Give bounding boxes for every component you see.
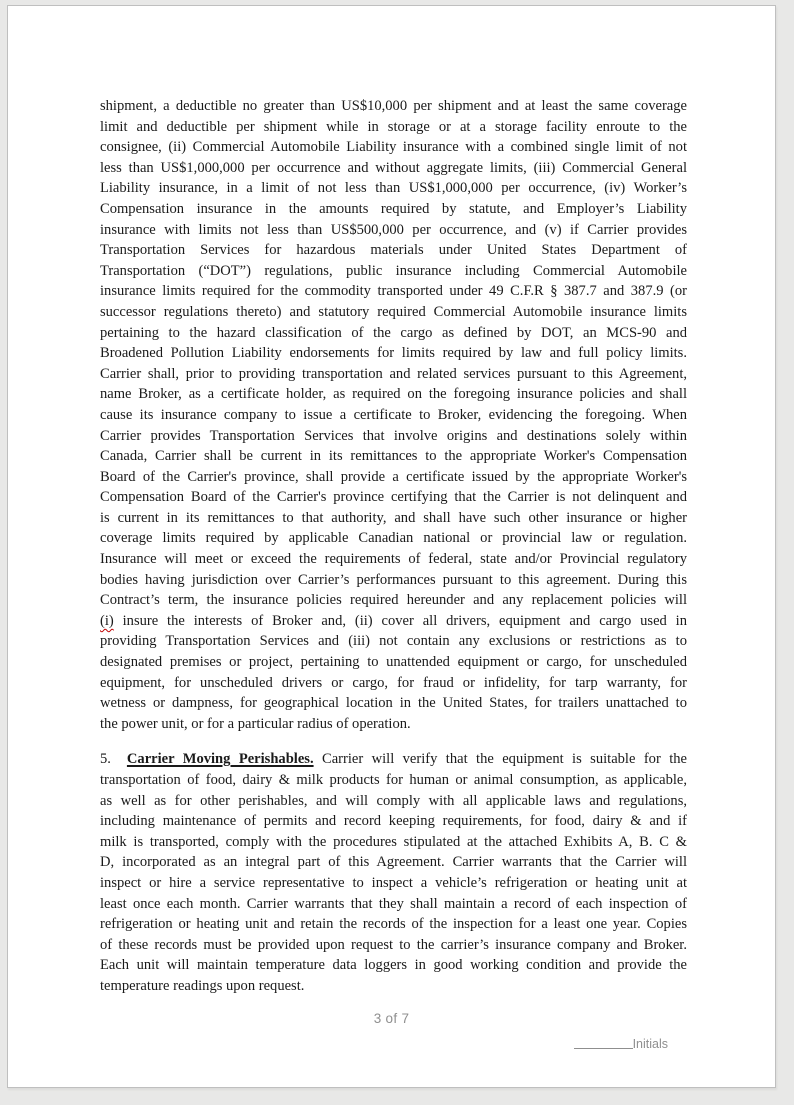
text-line-with-spellcheck <box>100 611 687 632</box>
text-line: including maintenance of permits and record keeping requirements, for food, dairy & and if <box>100 813 687 830</box>
paragraph-insurance-requirements <box>100 96 687 734</box>
text-line: is current in its remittances to that authority, and shall have such other insurance or higher <box>100 509 687 526</box>
text-line: bodies having jurisdiction over Carrier’s performances pursuant to this agreement. During this <box>100 571 687 588</box>
text-line: Each unit will maintain temperature data loggers in good working condition and provide the <box>100 957 687 974</box>
text-line: equipment, for unscheduled drivers or cargo, for fraud or infidelity, for tarp warranty, for <box>100 674 687 691</box>
initials-area <box>574 1037 668 1051</box>
section-number: 5. <box>100 751 111 768</box>
text-line: Insurance will meet or exceed the requirements of federal, state and/or Provincial regulatory <box>100 551 687 568</box>
text-line: less than US$1,000,000 per occurrence and without aggregate limits, (iii) Commercial General <box>100 159 687 176</box>
text-line: transportation of food, dairy & milk products for human or animal consumption, as applicable, <box>100 772 687 788</box>
text-line: consignee, (ii) Commercial Automobile Liability insurance with a combined single limit of not <box>100 139 687 156</box>
text-line: least once each month. Carrier warrants that they shall maintain a record of each inspection of <box>100 895 687 912</box>
text-line: Carrier provides Transportation Services that involve origins and destinations solely within <box>100 427 687 444</box>
text-line: Contract’s term, the insurance policies required hereunder and any replacement policies will <box>100 592 687 609</box>
spellchecked-word: (i) <box>100 612 114 629</box>
text-line: of these records must be provided upon request to the carrier’s insurance company and Broker. <box>100 936 687 953</box>
section-heading-line <box>100 749 687 770</box>
text-line: name Broker, as a certificate holder, as required on the foregoing insurance policies and shall <box>100 386 687 403</box>
text-line: coverage limits required by applicable Canadian national or provincial law or regulation. <box>100 530 687 547</box>
paragraph-section-5 <box>100 749 687 996</box>
text-line: D, incorporated as an integral part of this Agreement. Carrier warrants that the Carrier will <box>100 854 687 871</box>
text-line: limit and deductible per shipment while in storage or at a storage facility enroute to the <box>100 118 687 135</box>
document-page <box>7 5 776 1088</box>
initials-signature-line <box>574 1038 633 1049</box>
text-line: as well as for other perishables, and will comply with all applicable laws and regulations, <box>100 792 687 809</box>
text-line: Broadened Pollution Liability endorsements for limits required by law and full policy limits. <box>100 345 687 362</box>
text-line: Carrier shall, prior to providing transportation and related services pursuant to this Agreement, <box>100 365 687 382</box>
text-line: insurance with limits not less than US$500,000 per occurrence, and (v) if Carrier provides <box>100 221 687 238</box>
paragraph-last-line: the power unit, or for a particular radius of operation. <box>100 715 411 732</box>
text-line: refrigeration or heating unit and retain the records of the inspection for a least one year. Copies <box>100 916 687 933</box>
paragraph-lines-group <box>100 631 687 713</box>
text-line: insurance limits required for the commodity transported under 49 C.F.R § 387.7 and 387.9 (or <box>100 283 687 300</box>
paragraph-lines-group <box>100 770 687 976</box>
text-line: cause its insurance company to issue a certificate to Broker, evidencing the foregoing. When <box>100 406 687 423</box>
initials-label: Initials <box>632 1037 668 1051</box>
page-number: 3 of 7 <box>373 1011 410 1026</box>
document-body <box>100 96 687 997</box>
text-line: pertaining to the hazard classification of the cargo as defined by DOT, an MCS-90 and <box>100 324 687 341</box>
text-line: Liability insurance, in a limit of not less than US$1,000,000 per occurrence, (iv) Worker’s <box>100 180 687 197</box>
paragraph-last-line: temperature readings upon request. <box>100 977 305 994</box>
text-line: Compensation Board of the Carrier's province certifying that the Carrier is not delinquent and <box>100 489 687 506</box>
text-line: wetness or dampness, for geographical location in the United States, for trailers unattached to <box>100 695 687 712</box>
text-line: shipment, a deductible no greater than US$10,000 per shipment and at least the same coverage <box>100 98 687 114</box>
text-line: designated premises or project, pertaining to unattended equipment or cargo, for unscheduled <box>100 654 687 671</box>
section-heading-continuation: Carrier will verify that the equipment is suitable for the <box>322 751 687 768</box>
text-line: Compensation insurance in the amounts required by statute, and Employer’s Liability <box>100 200 687 217</box>
text-line: providing Transportation Services and (iii) not contain any exclusions or restrictions as to <box>100 633 687 650</box>
text-line: successor regulations thereto) and statutory required Commercial Automobile insurance limits <box>100 303 687 320</box>
section-heading: Carrier Moving Perishables. <box>126 751 314 768</box>
text-line: Canada, Carrier shall be current in its remittances to the appropriate Worker's Compensation <box>100 448 687 465</box>
text-line: inspect or hire a service representative to inspect a vehicle’s refrigeration or heating unit at <box>100 874 687 891</box>
text-line-remainder: insure the interests of Broker and, (ii) cover all drivers, equipment and cargo used in <box>122 612 687 629</box>
text-line: Transportation (“DOT”) regulations, public insurance including Commercial Automobile <box>100 262 687 279</box>
text-line: Transportation Services for hazardous materials under United States Department of <box>100 242 687 259</box>
paragraph-lines-group <box>100 96 687 611</box>
text-line: milk is transported, comply with the procedures stipulated at the attached Exhibits A, B. C & <box>100 833 687 850</box>
text-line: Board of the Carrier's province, shall provide a certificate issued by the appropriate Worker's <box>100 468 687 485</box>
